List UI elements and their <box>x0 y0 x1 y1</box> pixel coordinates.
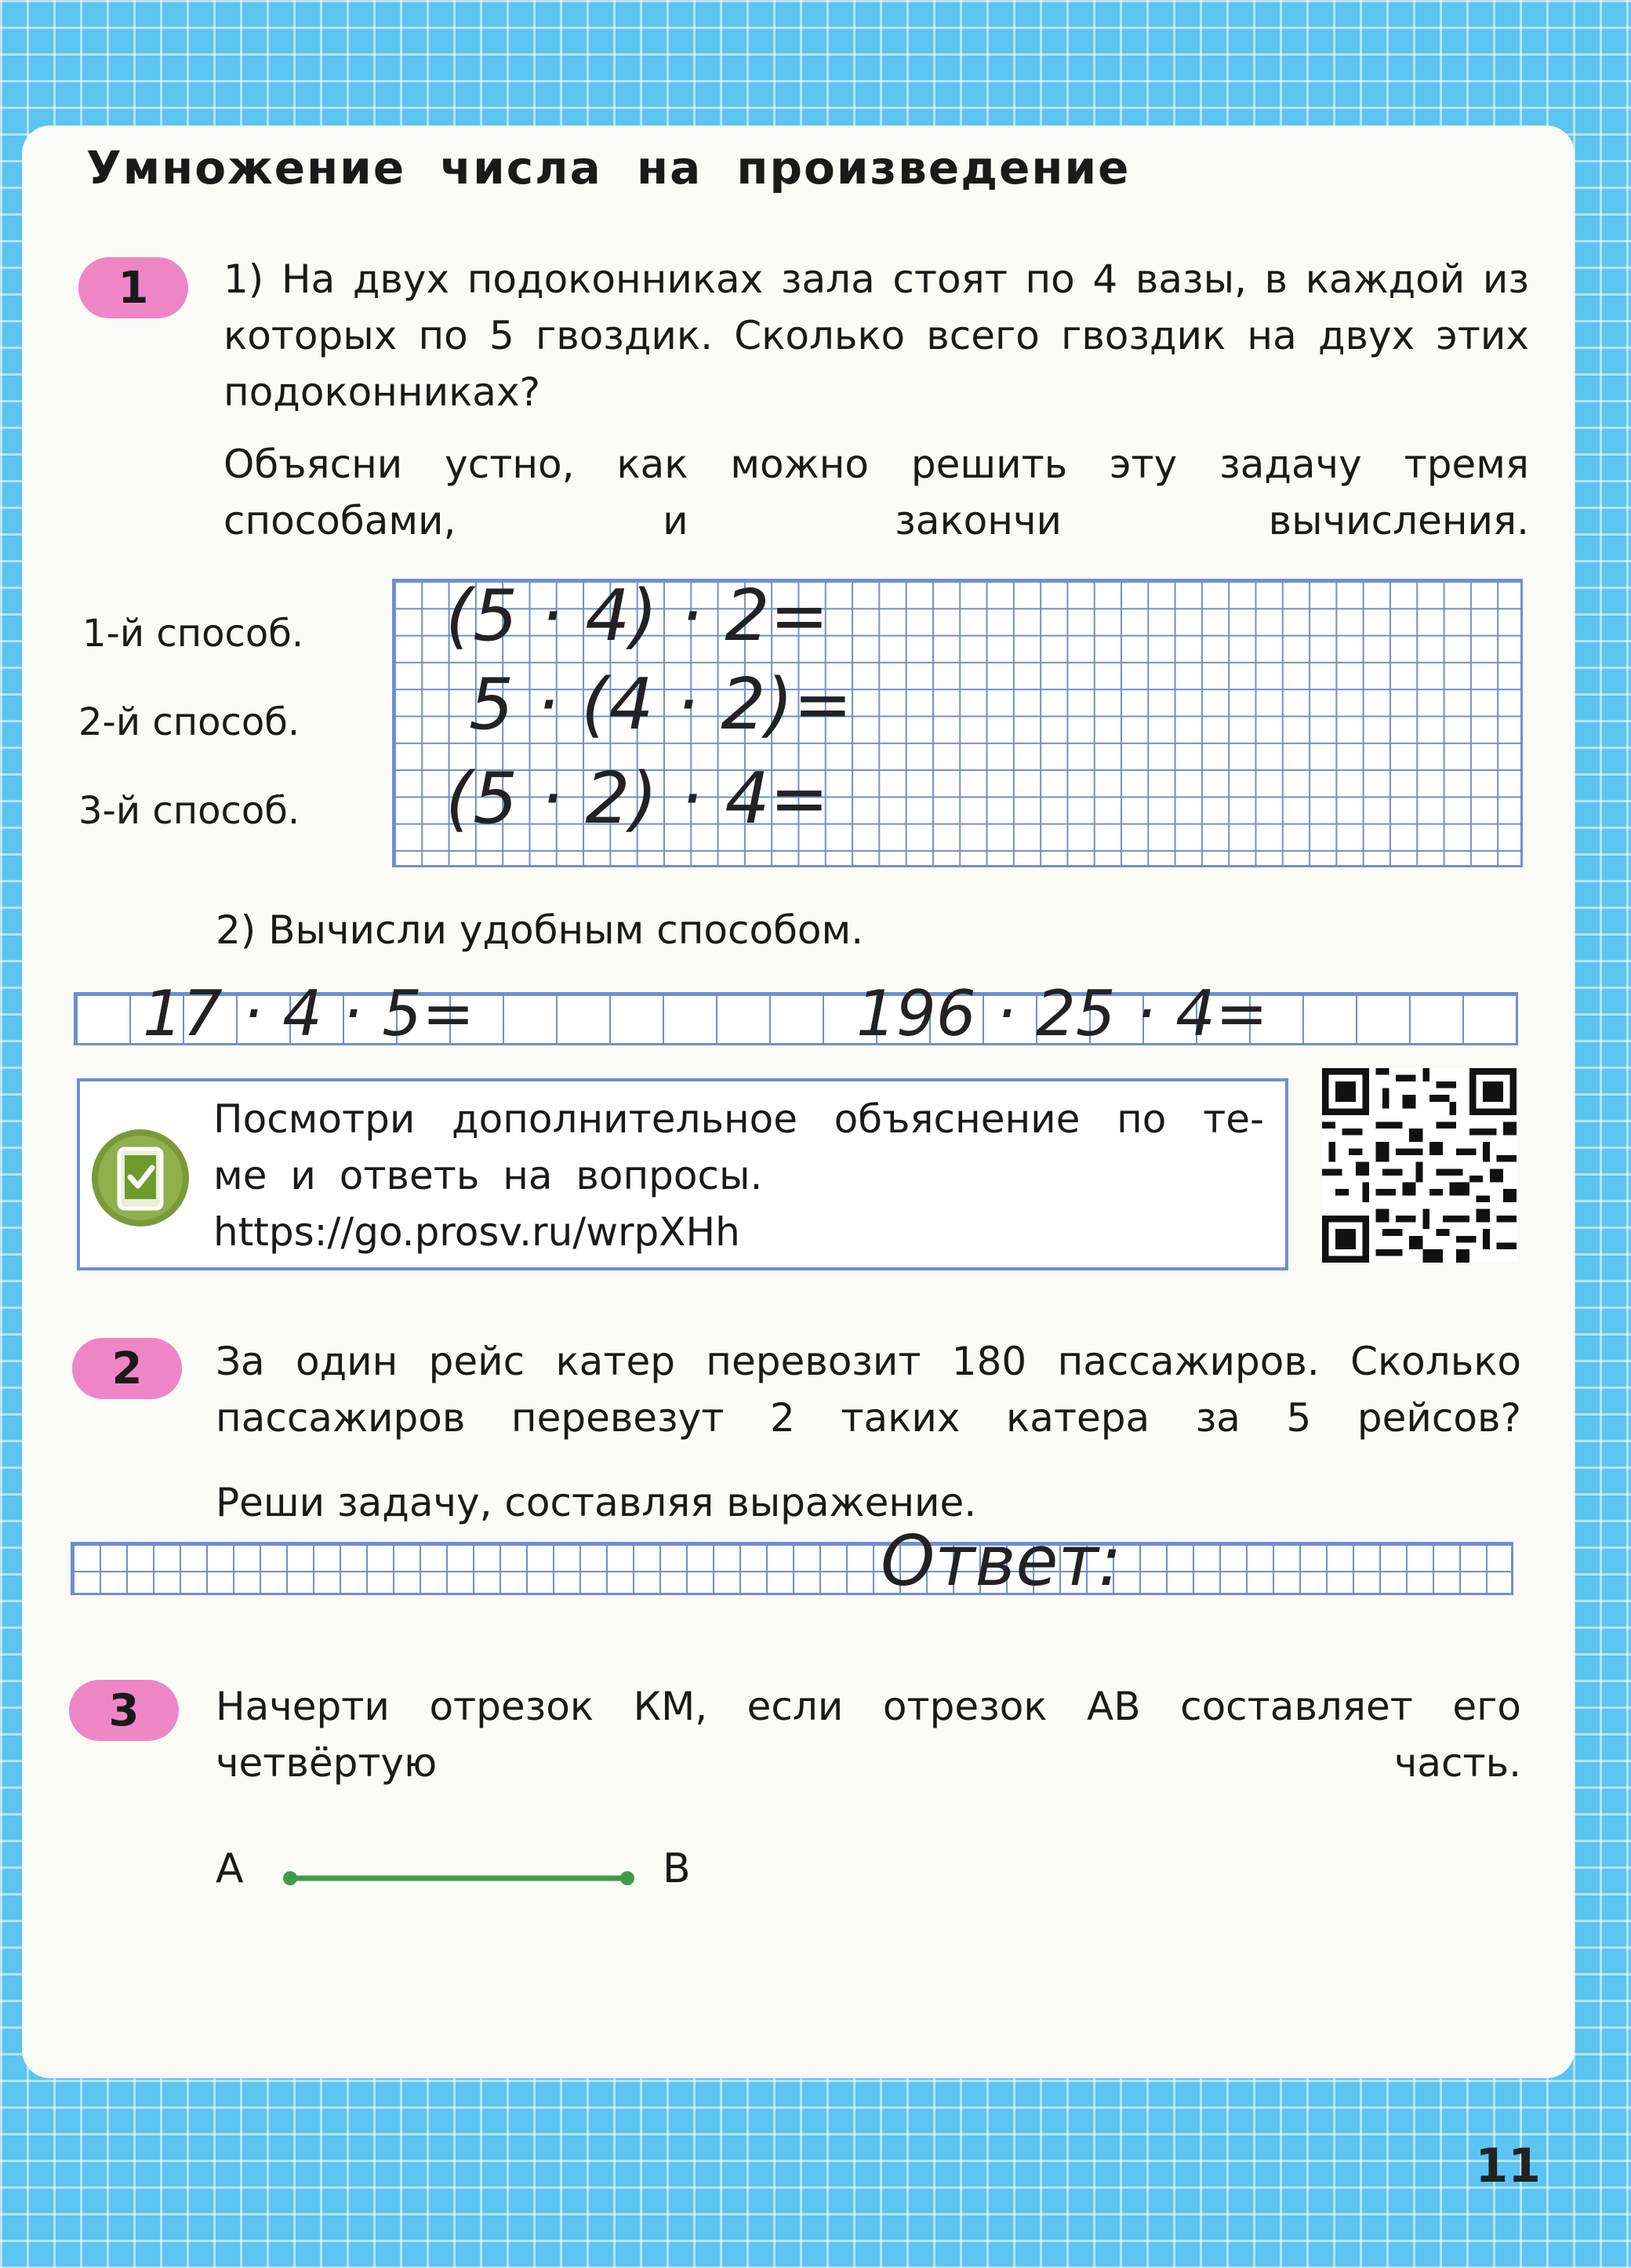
method-2-label: 2-й способ. <box>78 700 300 744</box>
part2-expression-a: 17 · 4 · 5= <box>143 977 475 1050</box>
method-3-label: 3-й способ. <box>78 789 300 833</box>
method-1-label: 1-й способ. <box>82 612 304 656</box>
qr-code[interactable] <box>1322 1068 1517 1263</box>
tablet-check-icon <box>89 1119 191 1237</box>
info-box <box>77 1078 1288 1270</box>
task-3-text: Начерти отрезок КМ, если отрезок АВ составляет его четвёртую часть. <box>216 1684 1521 1786</box>
point-b-label: В <box>663 1845 691 1892</box>
page-number: 11 <box>1475 2139 1541 2193</box>
task-2-text: За один рейс катер перевозит 180 пассажиров. Сколько пассажиров перевезут 2 таких катера за 5 рейсов? <box>216 1339 1521 1441</box>
task-1-part2: 2) Вычисли удобным способом. <box>216 907 864 953</box>
point-a-label: А <box>216 1845 244 1892</box>
task-2-instruction: Реши задачу, составляя выражение. <box>216 1480 977 1525</box>
method-2-expression: 5 · (4 · 2)= <box>469 663 853 746</box>
answer-grid-3[interactable] <box>71 1521 1513 1601</box>
task-1-text: 1) На двух подоконниках зала стоят по 4 вазы, в каждой из которых по 5 гвоздик. Сколько всего гвоздик на двух этих подоконниках? <box>223 256 1529 415</box>
task-2-answer-label: Ответ: <box>881 1521 1122 1601</box>
answer-grid-1[interactable] <box>392 575 1523 867</box>
task-1-explain: Объясни устно, как можно решить эту задачу тремя способами, и закончи вычисления. <box>223 442 1529 543</box>
segment-ab <box>278 1866 639 1890</box>
info-url-link[interactable]: https://go.prosv.ru/wrpXHh <box>213 1209 740 1255</box>
task-1-badge: 1 <box>78 257 188 318</box>
method-3-expression: (5 · 2) · 4= <box>445 758 830 840</box>
method-1-expression: (5 · 4) · 2= <box>445 575 830 657</box>
info-line-2: ме и ответь на вопросы. <box>213 1153 763 1198</box>
info-line-1: Посмотри дополнительное объяснение по те- <box>213 1096 1264 1142</box>
task-2-badge: 2 <box>72 1338 182 1399</box>
page-title: Умножение числа на произведение <box>86 141 1131 194</box>
answer-grid-2[interactable] <box>74 977 1518 1050</box>
task-3-badge: 3 <box>69 1680 179 1741</box>
part2-expression-b: 196 · 25 · 4= <box>856 977 1268 1050</box>
